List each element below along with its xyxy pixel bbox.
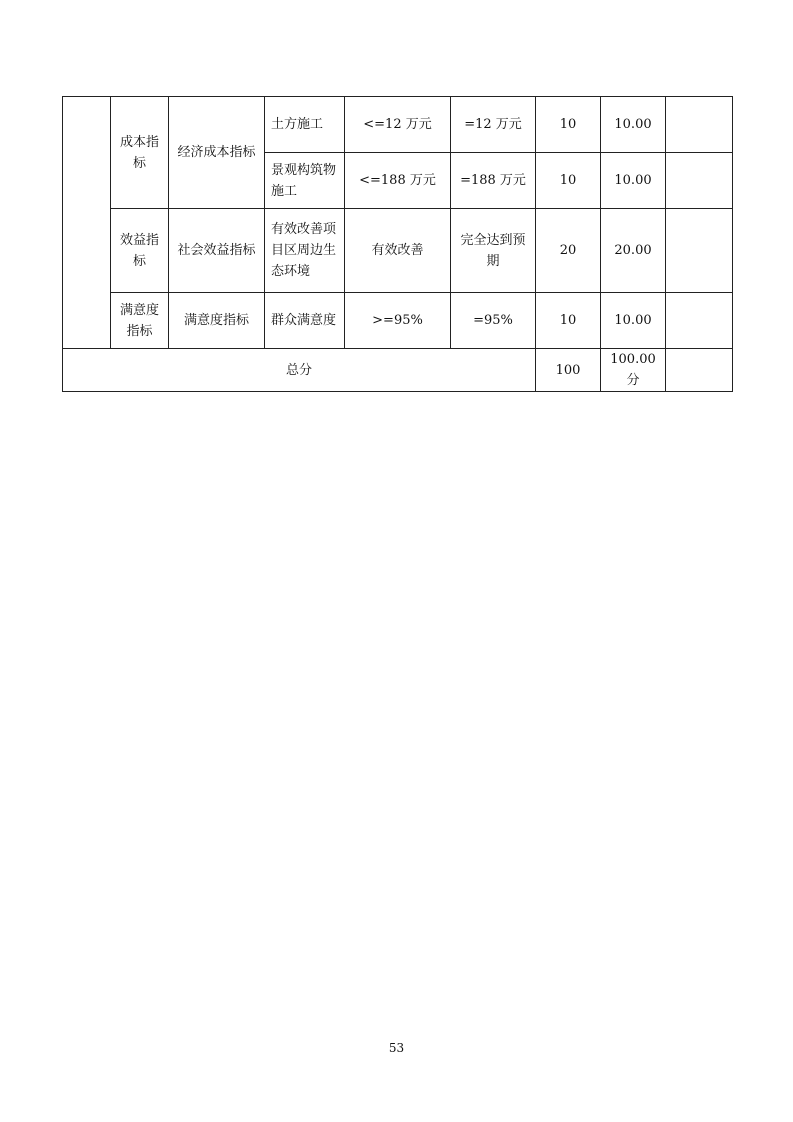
level3-cell: 社会效益指标 [169,209,265,293]
indicator-cell: 有效改善项目区周边生态环境 [265,209,345,293]
level3-cell: 经济成本指标 [169,97,265,209]
score-cell: 20.00 [601,209,666,293]
level1-cell [63,97,111,349]
indicator-cell: 群众满意度 [265,293,345,349]
level3-cell: 满意度指标 [169,293,265,349]
note-cell [666,209,733,293]
table-row [63,209,733,293]
actual-cell: =188 万元 [451,153,536,209]
total-weight-cell: 100 [536,349,601,392]
actual-cell: =12 万元 [451,97,536,153]
table-row [63,97,733,153]
level2-cell: 效益指标 [111,209,169,293]
target-cell: 有效改善 [345,209,451,293]
weight-cell: 10 [536,153,601,209]
total-label-cell: 总分 [63,349,536,392]
actual-cell: =95% [451,293,536,349]
weight-cell: 10 [536,293,601,349]
indicator-cell: 景观构筑物施工 [265,153,345,209]
total-score-cell: 100.00分 [601,349,666,392]
note-cell [666,97,733,153]
weight-cell: 10 [536,97,601,153]
score-cell: 10.00 [601,293,666,349]
performance-table [62,96,733,392]
weight-cell: 20 [536,209,601,293]
level2-cell: 成本指标 [111,97,169,209]
score-cell: 10.00 [601,97,666,153]
target-cell: >=95% [345,293,451,349]
actual-cell: 完全达到预期 [451,209,536,293]
target-cell: <=12 万元 [345,97,451,153]
note-cell [666,153,733,209]
total-note-cell [666,349,733,392]
level2-cell: 满意度指标 [111,293,169,349]
score-cell: 10.00 [601,153,666,209]
target-cell: <=188 万元 [345,153,451,209]
note-cell [666,293,733,349]
indicator-cell: 土方施工 [265,97,345,153]
page-number: 53 [388,1041,405,1055]
table-row [63,293,733,349]
total-row [63,349,733,392]
